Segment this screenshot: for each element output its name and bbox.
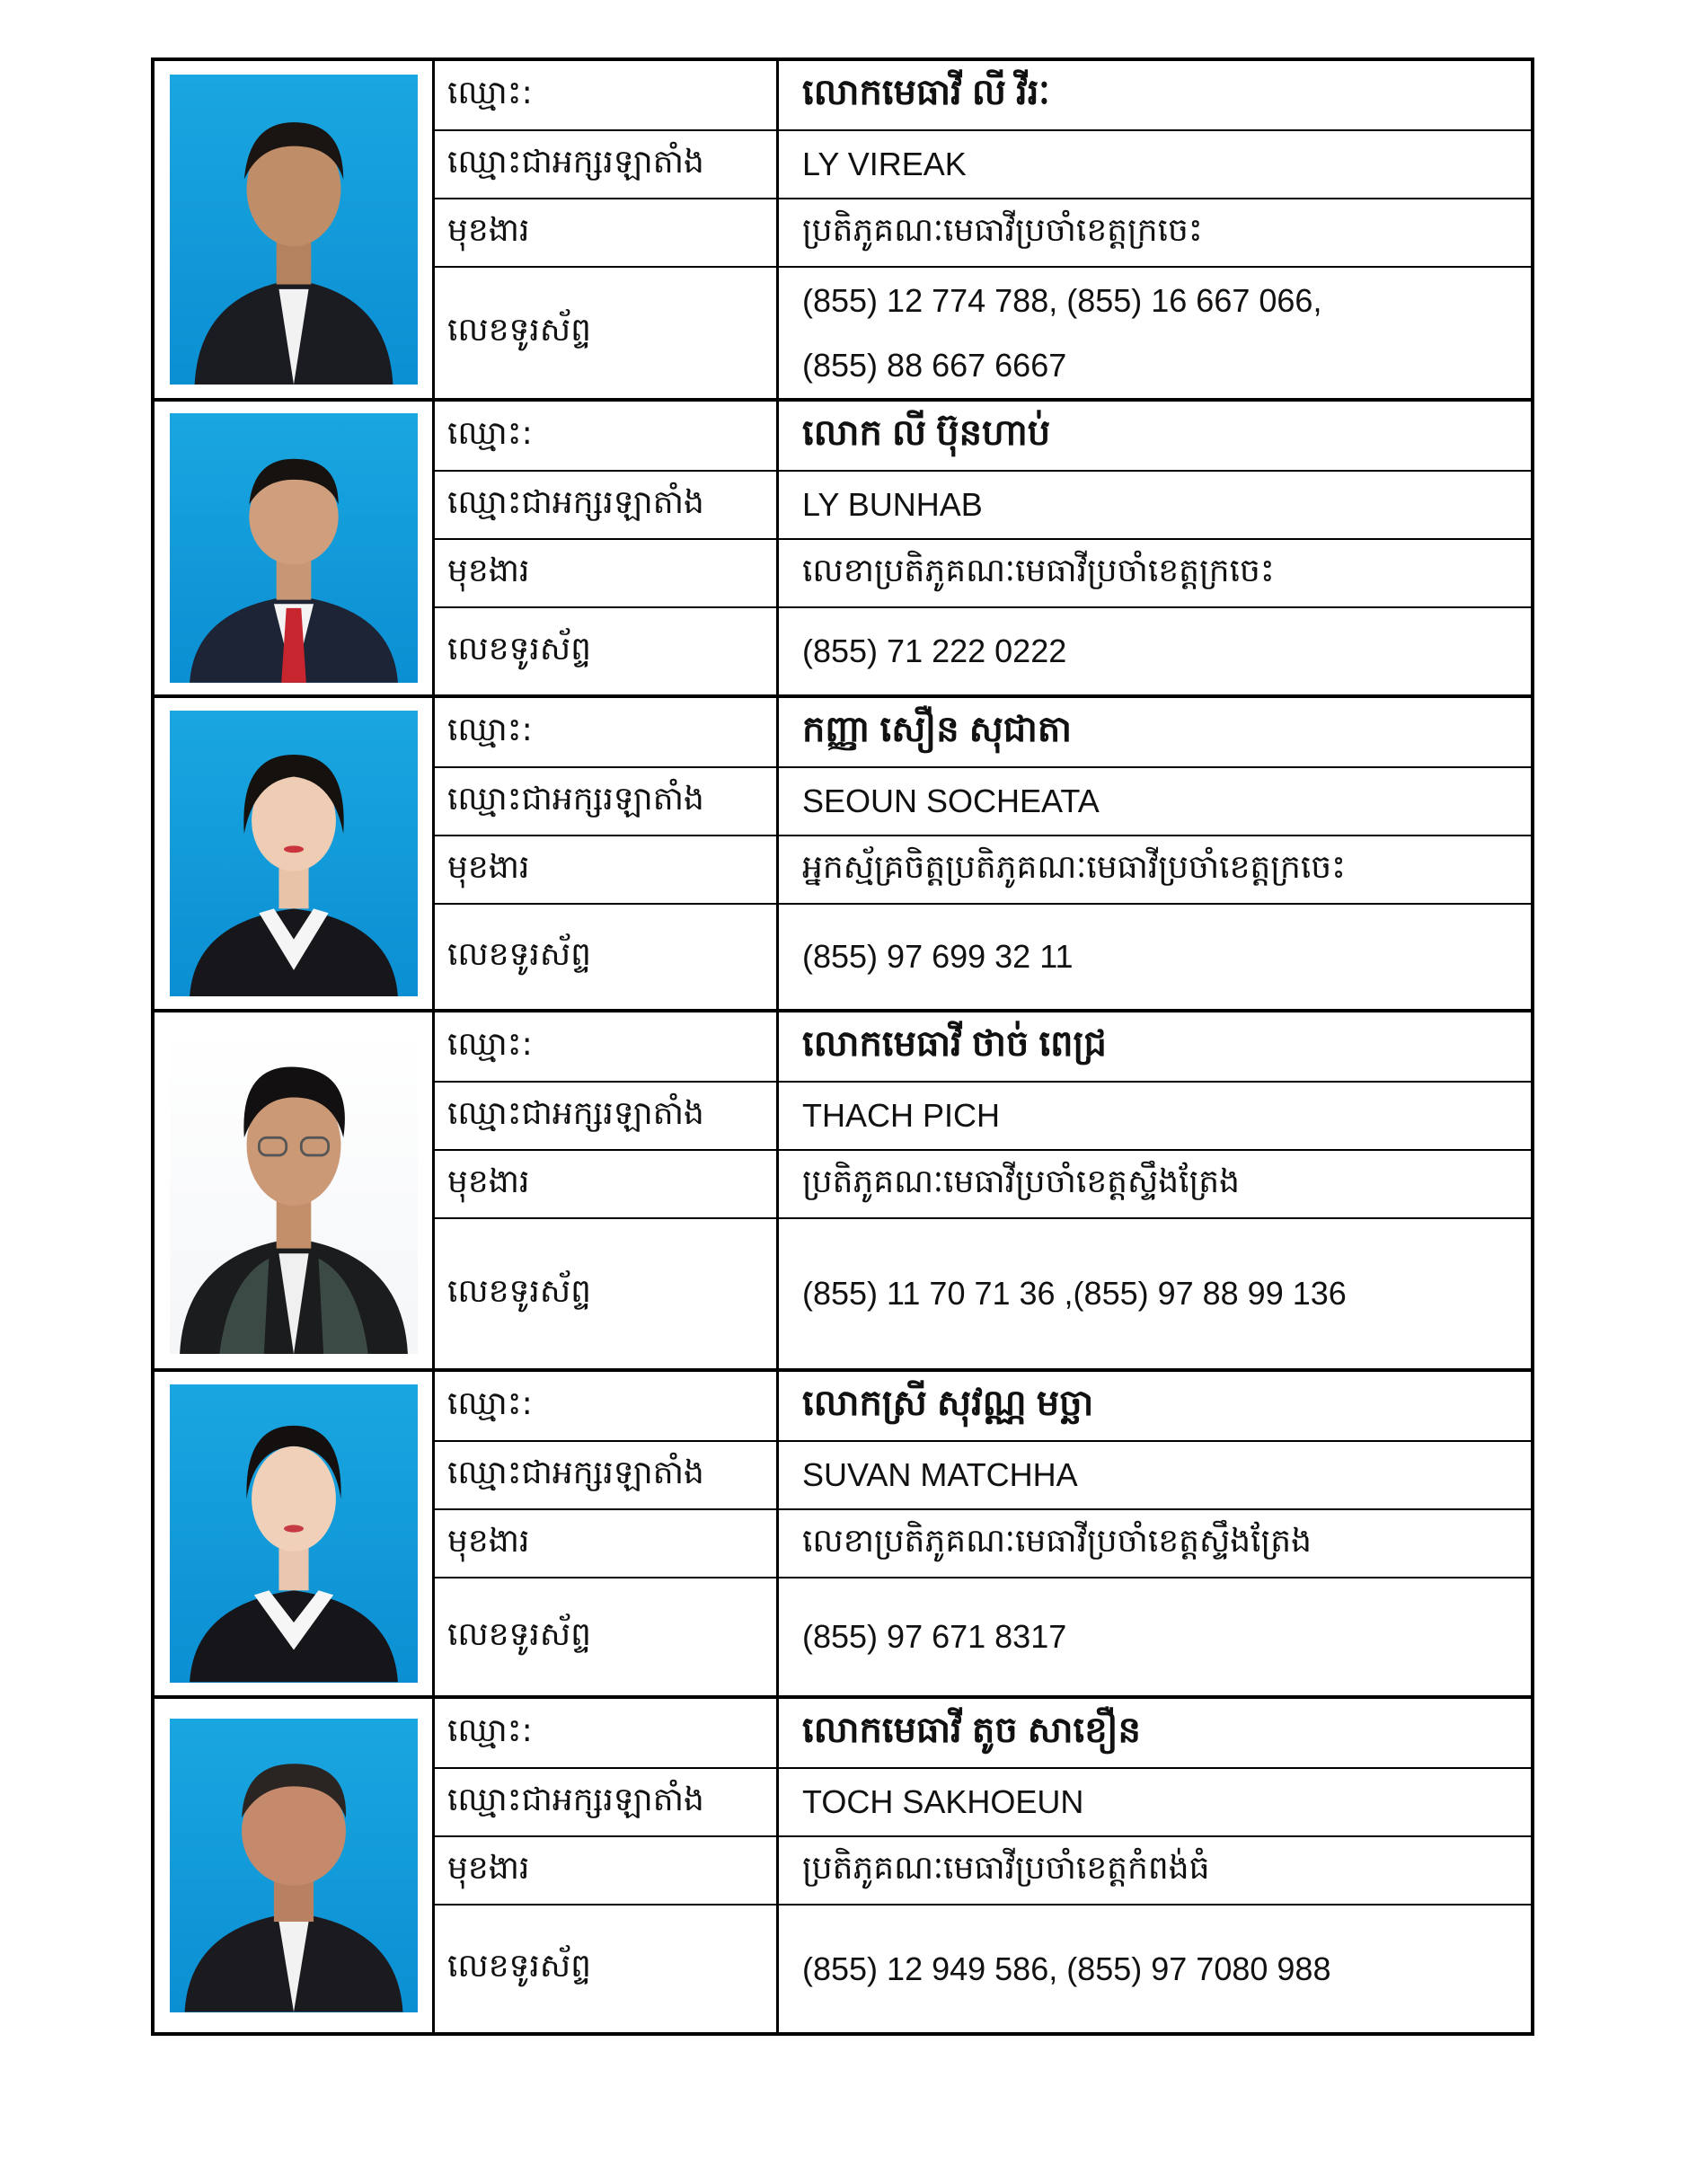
- phone-row: [435, 1904, 1531, 2032]
- phone-row: [435, 266, 1531, 398]
- photo-cell: [155, 1372, 435, 1695]
- directory-entry: [155, 1368, 1531, 1695]
- position-row: [435, 198, 1531, 266]
- latin-name-row: [435, 129, 1531, 198]
- latin-name-row: [435, 1767, 1531, 1835]
- position-label: មុខងារ: [435, 199, 779, 266]
- position-label: មុខងារ: [435, 1510, 779, 1577]
- entry-fields: [435, 1699, 1531, 2032]
- name-label: ឈ្មោះ:: [435, 61, 779, 129]
- entry-fields: [435, 1012, 1531, 1368]
- entry-fields: [435, 698, 1531, 1009]
- portrait-photo: [170, 1384, 418, 1682]
- person-silhouette-icon: [170, 711, 418, 996]
- photo-cell: [155, 1699, 435, 2032]
- phone-label: លេខទូរស័ព្ទ: [435, 1578, 779, 1695]
- latin-name-label: ឈ្មោះជាអក្សរឡាតាំង: [435, 1769, 779, 1835]
- position-row: [435, 835, 1531, 903]
- position-label: មុខងារ: [435, 1837, 779, 1904]
- phone-line: (855) 71 222 0222: [802, 632, 1067, 669]
- phone-label: លេខទូរស័ព្ទ: [435, 905, 779, 1009]
- photo-cell: [155, 698, 435, 1009]
- name-label: ឈ្មោះ:: [435, 1372, 779, 1440]
- phone-line: (855) 11 70 71 36 ,(855) 97 88 99 136: [802, 1275, 1347, 1312]
- phone-values: [779, 905, 1531, 1009]
- portrait-photo: [170, 1027, 418, 1354]
- name-row: [435, 61, 1531, 129]
- name-row: [435, 1012, 1531, 1081]
- position-label: មុខងារ: [435, 836, 779, 903]
- phone-line: (855) 12 774 788, (855) 16 667 066,: [802, 281, 1322, 319]
- photo-cell: [155, 1012, 435, 1368]
- position-row: [435, 538, 1531, 606]
- entry-fields: [435, 61, 1531, 398]
- khmer-name: លោក លី ប៊ុនហាប់: [802, 412, 1051, 453]
- position-value: លេខាប្រតិភូគណៈមេធាវីប្រចាំខេត្តក្រចេះ: [802, 551, 1275, 588]
- latin-name-row: [435, 1081, 1531, 1149]
- latin-name: TOCH SAKHOEUN: [802, 1783, 1084, 1820]
- phone-values: [779, 268, 1531, 398]
- photo-cell: [155, 61, 435, 398]
- name-row: [435, 698, 1531, 766]
- phone-label: លេខទូរស័ព្ទ: [435, 608, 779, 694]
- directory-entry: [155, 61, 1531, 398]
- latin-name-label: ឈ្មោះជាអក្សរឡាតាំង: [435, 1442, 779, 1508]
- portrait-photo: [170, 1719, 418, 2012]
- entry-fields: [435, 402, 1531, 694]
- position-row: [435, 1835, 1531, 1904]
- khmer-name: លោកស្រី សុវណ្ណ មច្ឆា: [802, 1383, 1094, 1423]
- name-label: ឈ្មោះ:: [435, 698, 779, 766]
- phone-values: [779, 608, 1531, 694]
- latin-name-label: ឈ្មោះជាអក្សរឡាតាំង: [435, 472, 779, 538]
- phone-row: [435, 606, 1531, 694]
- phone-row: [435, 903, 1531, 1009]
- portrait-photo: [170, 711, 418, 996]
- name-label: ឈ្មោះ:: [435, 402, 779, 470]
- latin-name: THACH PICH: [802, 1097, 1001, 1134]
- phone-row: [435, 1217, 1531, 1368]
- latin-name-row: [435, 470, 1531, 538]
- person-silhouette-icon: [170, 413, 418, 683]
- position-label: មុខងារ: [435, 1151, 779, 1217]
- position-value: លេខាប្រតិភូគណៈមេធាវីប្រចាំខេត្តស្ទឹងត្រែង: [802, 1521, 1312, 1559]
- latin-name: LY VIREAK: [802, 146, 967, 182]
- phone-line: (855) 97 671 8317: [802, 1618, 1067, 1655]
- phone-label: លេខទូរស័ព្ទ: [435, 1219, 779, 1368]
- position-value: ប្រតិភូគណៈមេធាវីប្រចាំខេត្តស្ទឹងត្រែង: [802, 1162, 1241, 1199]
- person-silhouette-icon: [170, 1027, 418, 1354]
- khmer-name: លោកមេធាវី តូច សាខឿន: [802, 1710, 1141, 1750]
- entry-fields: [435, 1372, 1531, 1695]
- portrait-photo: [170, 75, 418, 385]
- position-value: ប្រតិភូគណៈមេធាវីប្រចាំខេត្តកំពង់ធំ: [802, 1848, 1210, 1886]
- directory-entry: [155, 398, 1531, 694]
- latin-name-row: [435, 1440, 1531, 1508]
- khmer-name: លោកមេធាវី លី វីរៈ: [802, 72, 1050, 112]
- phone-row: [435, 1577, 1531, 1695]
- name-row: [435, 402, 1531, 470]
- latin-name-row: [435, 766, 1531, 835]
- position-value: ប្រតិភូគណៈមេធាវីប្រចាំខេត្តក្រចេះ: [802, 210, 1203, 248]
- position-label: មុខងារ: [435, 540, 779, 606]
- lawyer-directory-table: [151, 57, 1534, 2036]
- latin-name: LY BUNHAB: [802, 486, 983, 523]
- latin-name-label: ឈ្មោះជាអក្សរឡាតាំង: [435, 768, 779, 835]
- phone-line: (855) 88 667 6667: [802, 346, 1067, 384]
- photo-cell: [155, 402, 435, 694]
- directory-entry: [155, 694, 1531, 1009]
- phone-label: លេខទូរស័ព្ទ: [435, 1905, 779, 2032]
- directory-entry: [155, 1695, 1531, 2032]
- khmer-name: លោកមេធាវី ថាច់ ពេជ្រ: [802, 1023, 1107, 1064]
- position-row: [435, 1508, 1531, 1577]
- phone-label: លេខទូរស័ព្ទ: [435, 268, 779, 398]
- portrait-photo: [170, 413, 418, 683]
- khmer-name: កញ្ញា សឿន សុជាតា: [802, 709, 1072, 749]
- phone-line: (855) 97 699 32 11: [802, 938, 1074, 975]
- position-row: [435, 1149, 1531, 1217]
- phone-values: [779, 1219, 1531, 1368]
- name-label: ឈ្មោះ:: [435, 1699, 779, 1767]
- directory-entry: [155, 1009, 1531, 1368]
- position-value: អ្នកស្ម័គ្រចិត្តប្រតិភូគណៈមេធាវីប្រចាំខេត្តក្រចេះ: [802, 847, 1346, 885]
- latin-name: SEOUN SOCHEATA: [802, 783, 1100, 819]
- name-row: [435, 1699, 1531, 1767]
- latin-name: SUVAN MATCHHA: [802, 1456, 1078, 1493]
- name-row: [435, 1372, 1531, 1440]
- person-silhouette-icon: [170, 75, 418, 385]
- phone-line: (855) 12 949 586, (855) 97 7080 988: [802, 1950, 1331, 1987]
- person-silhouette-icon: [170, 1384, 418, 1682]
- person-silhouette-icon: [170, 1719, 418, 2012]
- latin-name-label: ឈ្មោះជាអក្សរឡាតាំង: [435, 1083, 779, 1149]
- name-label: ឈ្មោះ:: [435, 1012, 779, 1081]
- latin-name-label: ឈ្មោះជាអក្សរឡាតាំង: [435, 131, 779, 198]
- phone-values: [779, 1905, 1531, 2032]
- phone-values: [779, 1578, 1531, 1695]
